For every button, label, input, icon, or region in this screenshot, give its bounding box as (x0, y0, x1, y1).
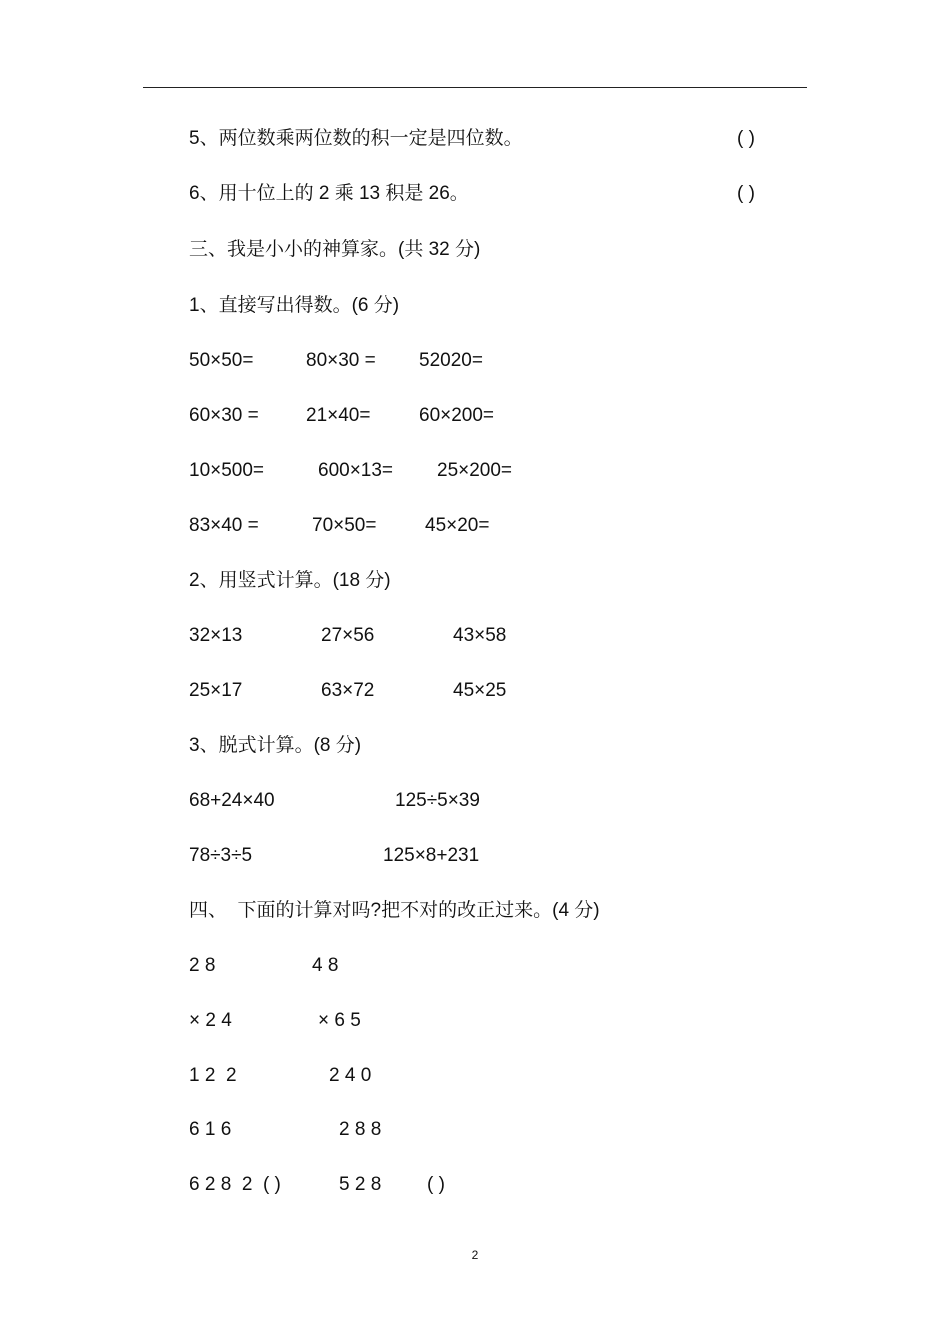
expression: 32×13 (189, 625, 243, 646)
expression: 70×50= (312, 515, 377, 536)
vertical-calc-line: 2 8 (189, 955, 216, 976)
judge-item-5: 5、两位数乘两位数的积一定是四位数。 (189, 128, 523, 149)
answer-bracket: ( ) (427, 1174, 445, 1195)
section-heading: 四、 下面的计算对吗?把不对的改正过来。(4 分) (189, 900, 600, 921)
answer-bracket: ( ) (737, 128, 755, 149)
expression: 50×50= (189, 350, 254, 371)
answer-bracket: ( ) (737, 183, 755, 204)
expression: 43×58 (453, 625, 507, 646)
question-title: 3、脱式计算。(8 分) (189, 735, 362, 756)
vertical-calc-line: × 2 4 (189, 1010, 232, 1031)
expression: 60×200= (419, 405, 495, 426)
vertical-calc-line: × 6 5 (318, 1010, 361, 1031)
expression: 25×17 (189, 680, 243, 701)
expression: 68+24×40 (189, 790, 275, 811)
page-number: 2 (471, 1248, 479, 1262)
expression: 125÷5×39 (395, 790, 480, 811)
expression: 125×8+231 (383, 845, 480, 866)
expression: 52020= (419, 350, 483, 371)
expression: 600×13= (318, 460, 394, 481)
vertical-calc-line: 1 2 2 (189, 1065, 237, 1086)
expression: 21×40= (306, 405, 371, 426)
question-title: 2、用竖式计算。(18 分) (189, 570, 391, 591)
expression: 80×30 = (306, 350, 376, 371)
expression: 27×56 (321, 625, 375, 646)
vertical-calc-line: 4 8 (312, 955, 339, 976)
vertical-calc-line: 6 1 6 (189, 1119, 232, 1140)
expression: 60×30 = (189, 405, 259, 426)
vertical-calc-line: 5 2 8 (339, 1174, 382, 1195)
expression: 25×200= (437, 460, 513, 481)
expression: 78÷3÷5 (189, 845, 253, 866)
header-rule (143, 87, 807, 88)
section-heading: 三、我是小小的神算家。(共 32 分) (189, 239, 481, 260)
expression: 83×40 = (189, 515, 259, 536)
judge-item-6: 6、用十位上的 2 乘 13 积是 26。 (189, 183, 469, 204)
vertical-calc-line: 2 4 0 (329, 1065, 372, 1086)
expression: 45×25 (453, 680, 507, 701)
question-title: 1、直接写出得数。(6 分) (189, 295, 400, 316)
expression: 63×72 (321, 680, 375, 701)
vertical-calc-line: 2 8 8 (339, 1119, 382, 1140)
expression: 45×20= (425, 515, 490, 536)
expression: 10×500= (189, 460, 265, 481)
vertical-calc-line: 6 2 8 2 ( ) (189, 1174, 281, 1195)
